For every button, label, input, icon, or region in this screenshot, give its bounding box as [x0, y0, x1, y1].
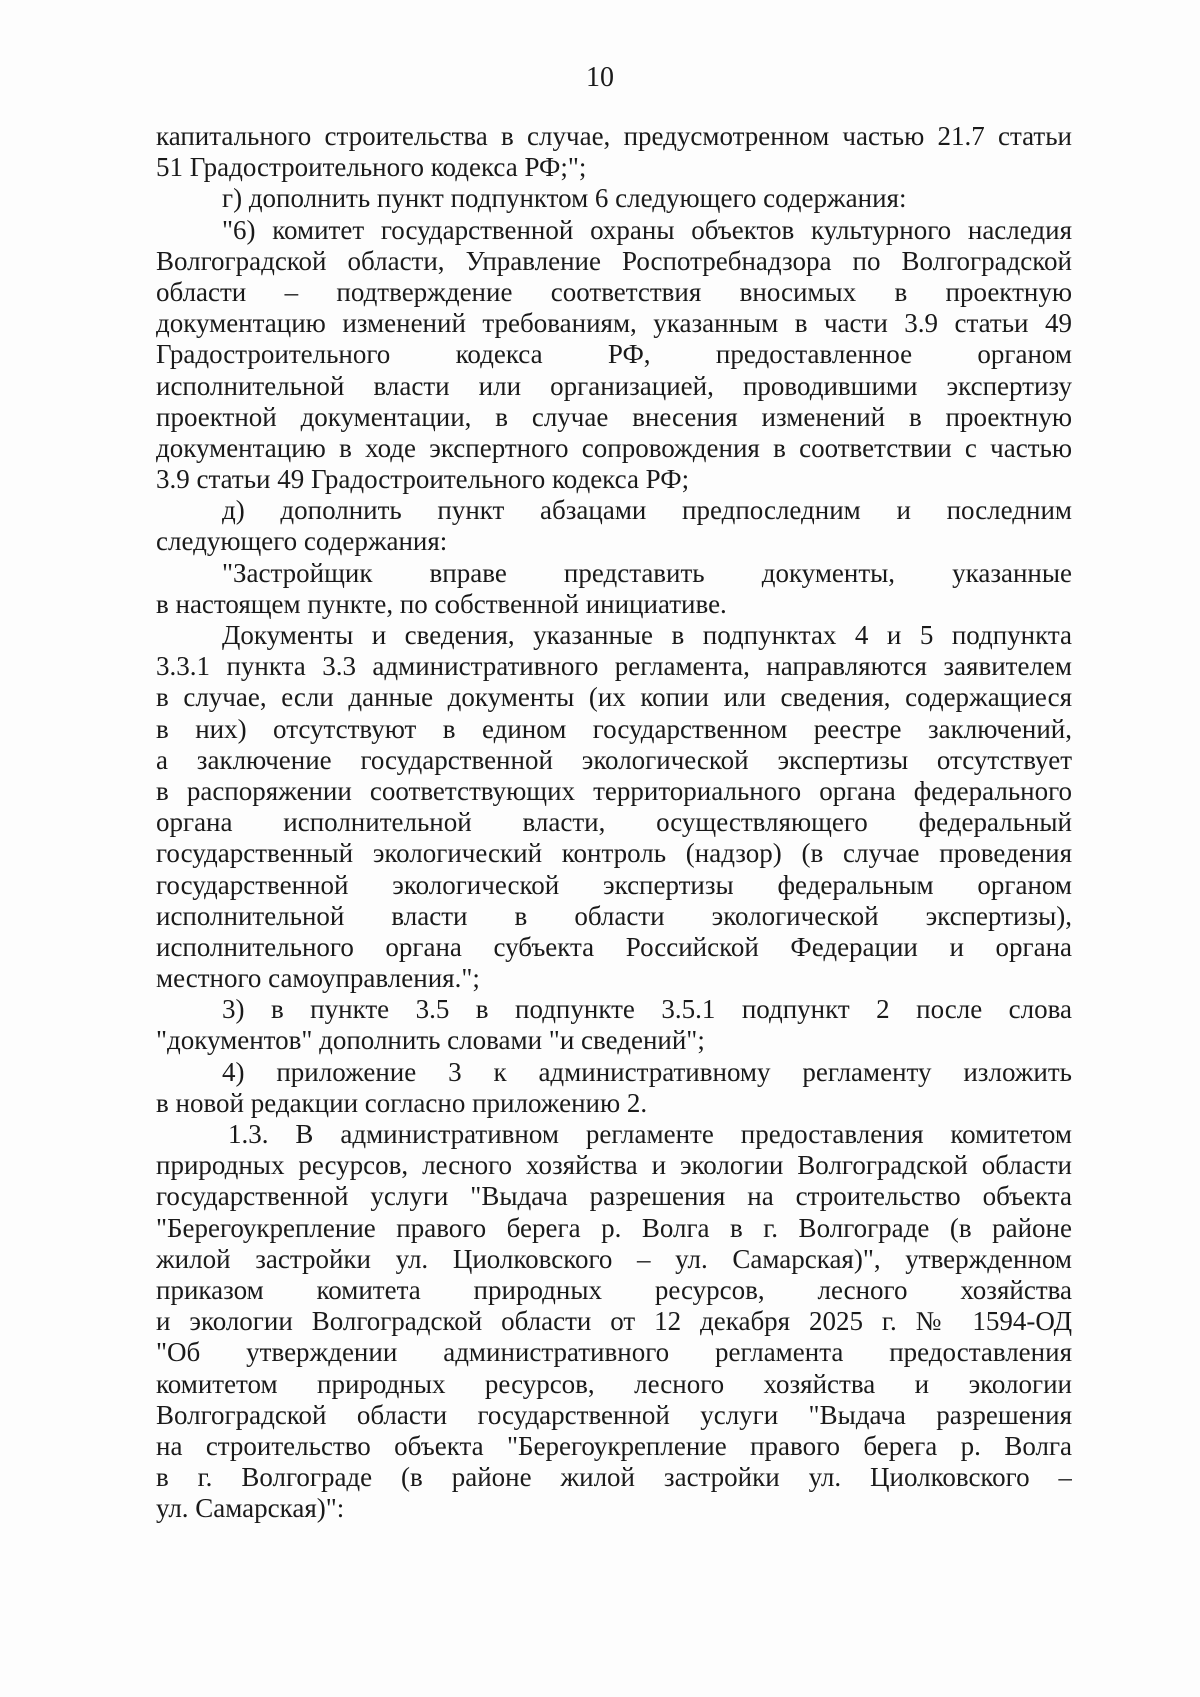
text-line: государственной услуги "Выдача разрешения на строительство объекта	[156, 1181, 1072, 1212]
document-body	[156, 121, 1072, 1524]
text-line: следующего содержания:	[156, 526, 448, 557]
text-line: г) дополнить пункт подпунктом 6 следующего содержания:	[222, 183, 907, 214]
text-line: 3.9 статьи 49 Градостроительного кодекса РФ;	[156, 464, 690, 495]
text-line: в случае, если данные документы (их копии или сведения, содержащиеся	[156, 682, 1072, 713]
text-line: а заключение государственной экологической экспертизы отсутствует	[156, 744, 1072, 775]
text-line: "Об утверждении административного регламента предоставления	[156, 1337, 1072, 1368]
text-line: исполнительного органа субъекта Российской Федерации и органа	[156, 931, 1072, 962]
text-line: исполнительной власти в области экологической экспертизы),	[156, 900, 1072, 931]
text-line: местного самоуправления.";	[156, 963, 480, 994]
text-line: документацию в ходе экспертного сопровождения в соответствии с частью	[156, 432, 1072, 463]
text-line: в них) отсутствуют в едином государственном реестре заключений,	[156, 713, 1072, 744]
text-line: д) дополнить пункт абзацами предпоследним и последним	[222, 495, 1072, 526]
text-line: и экологии Волгоградской области от 12 декабря 2025 г. № 1594-ОД	[156, 1306, 1072, 1337]
text-line: "6) комитет государственной охраны объектов культурного наследия	[222, 214, 1072, 245]
text-line: 3.3.1 пункта 3.3 административного регламента, направляются заявителем	[156, 651, 1072, 682]
text-line: "Берегоукрепление правого берега р. Волга в г. Волгограде (в районе	[156, 1212, 1072, 1243]
text-line: Волгоградской области, Управление Роспотребнадзора по Волгоградской	[156, 245, 1072, 276]
text-line: 51 Градостроительного кодекса РФ;";	[156, 152, 587, 183]
text-line: ул. Самарская)":	[156, 1493, 345, 1524]
text-line: в г. Волгограде (в районе жилой застройки ул. Циолковского –	[156, 1462, 1072, 1493]
text-line: 4) приложение 3 к административному регламенту изложить	[222, 1056, 1072, 1087]
text-line: проектной документации, в случае внесения изменений в проектную	[156, 401, 1072, 432]
text-line: Документы и сведения, указанные в подпунктах 4 и 5 подпункта	[222, 620, 1072, 650]
text-line: государственной экологической экспертизы федеральным органом	[156, 869, 1072, 900]
text-line: в настоящем пункте, по собственной инициативе.	[156, 588, 727, 619]
text-line: 3) в пункте 3.5 в подпункте 3.5.1 подпункт 2 после слова	[222, 994, 1072, 1025]
text-line: органа исполнительной власти, осуществляющего федеральный	[156, 807, 1072, 838]
text-line: в распоряжении соответствующих территориального органа федерального	[156, 775, 1072, 806]
text-line: природных ресурсов, лесного хозяйства и экологии Волгоградской области	[156, 1150, 1072, 1181]
text-line: комитетом природных ресурсов, лесного хозяйства и экологии	[156, 1368, 1072, 1399]
text-line: на строительство объекта "Берегоукрепление правого берега р. Волга	[156, 1430, 1072, 1461]
text-line: приказом комитета природных ресурсов, лесного хозяйства	[156, 1274, 1072, 1305]
text-line: области – подтверждение соответствия вносимых в проектную	[156, 276, 1072, 307]
text-line: государственный экологический контроль (надзор) (в случае проведения	[156, 838, 1072, 869]
text-line: капитального строительства в случае, предусмотренном частью 21.7 статьи	[156, 121, 1072, 151]
page-number: 10	[586, 62, 614, 93]
text-line: Волгоградской области государственной услуги "Выдача разрешения	[156, 1399, 1072, 1430]
text-line: "документов" дополнить словами "и сведений";	[156, 1025, 705, 1056]
text-line: документацию изменений требованиям, указанным в части 3.9 статьи 49	[156, 308, 1072, 339]
text-line: жилой застройки ул. Циолковского – ул. Самарская)", утвержденном	[156, 1243, 1072, 1274]
text-line: исполнительной власти или организацией, проводившими экспертизу	[156, 370, 1072, 401]
text-line: Градостроительного кодекса РФ, предоставленное органом	[156, 339, 1072, 370]
text-line: "Застройщик вправе представить документы, указанные	[222, 557, 1072, 588]
text-line: 1.3. В административном регламенте предоставления комитетом	[228, 1119, 1072, 1149]
text-line: в новой редакции согласно приложению 2.	[156, 1087, 648, 1118]
